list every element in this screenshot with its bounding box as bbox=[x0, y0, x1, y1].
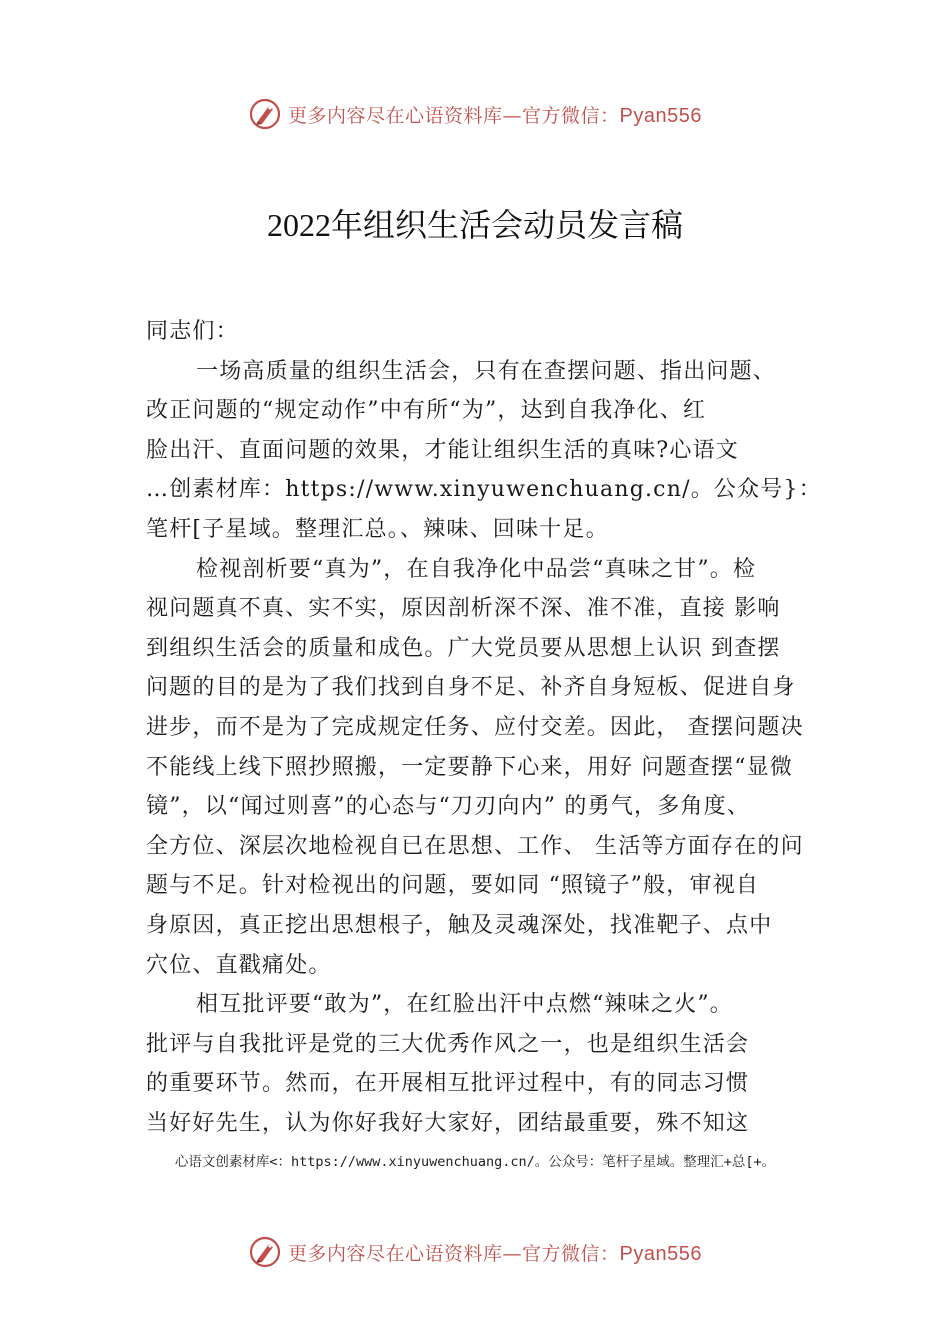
paragraph-line: 检视剖析要“真为”，在自我净化中品尝“真味之甘”。检 bbox=[196, 556, 757, 582]
paragraph-line: 笔杆[子星域。整理汇总。、辣味、回味十足。 bbox=[146, 516, 609, 542]
header-banner bbox=[0, 94, 950, 134]
wechat-id: Pyan556 bbox=[619, 104, 702, 127]
paragraph-line: 题与不足。针对检视出的问题，要如同 “照镜子”般，审视自 bbox=[146, 873, 760, 899]
pen-nib-logo-icon bbox=[248, 97, 282, 131]
paragraph-line: 不能线上线下照抄照搬，一定要静下心来，用好 问题查摆“显微 bbox=[146, 754, 794, 780]
wechat-id: Pyan556 bbox=[619, 1242, 702, 1265]
paragraph-line: 身原因，真正挖出思想根子，触及灵魂深处，找准靶子、点中 bbox=[146, 912, 773, 938]
paragraph-line: 穴位、直戳痛处。 bbox=[146, 952, 332, 978]
pen-nib-logo-icon bbox=[248, 1235, 282, 1269]
paragraph-line: 当好好先生，认为你好我好大家好，团结最重要，殊不知这 bbox=[146, 1110, 750, 1136]
paragraph-line: 的重要环节。然而，在开展相互批评过程中，有的同志习惯 bbox=[146, 1071, 750, 1097]
banner-text: 更多内容尽在心语资料库—官方微信：Pyan556 bbox=[288, 1242, 702, 1265]
footer-banner bbox=[0, 1232, 950, 1272]
paragraph-line: 批评与自我批评是党的三大优秀作风之一，也是组织生活会 bbox=[146, 1031, 750, 1057]
paragraph-line: …创素材库：https://www.xinyuwenchuang.cn/。公众号}： bbox=[146, 477, 822, 503]
paragraph-line: 脸出汗、直面问题的效果，才能让组织生活的真味?心语文 bbox=[146, 437, 739, 463]
paragraph-line: 镜”，以“闻过则喜”的心态与“刀刃向内” 的勇气，多角度、 bbox=[146, 794, 751, 820]
paragraph-line: 问题的目的是为了我们找到自身不足、补齐自身短板、促进自身 bbox=[146, 675, 796, 701]
paragraph-line: 改正问题的“规定动作”中有所“为”，达到自我净化、红 bbox=[146, 398, 707, 424]
salutation-line: 同志们： bbox=[146, 319, 239, 344]
paragraph-line: 一场高质量的组织生活会，只有在查摆问题、指出问题、 bbox=[196, 358, 777, 384]
paragraph-line: 视问题真不真、实不实，原因剖析深不深、准不准，直接 影响 bbox=[146, 596, 781, 622]
footer-note: 心语文创素材库<：https://www.xinyuwenchuang.cn/。公众号：笔杆子星域。整理汇+总[+。 bbox=[174, 1154, 776, 1170]
paragraph-line: 到组织生活会的质量和成色。广大党员要从思想上认识 到查摆 bbox=[146, 635, 781, 661]
document-body bbox=[146, 312, 836, 1143]
banner-text: 更多内容尽在心语资料库—官方微信：Pyan556 bbox=[288, 104, 702, 127]
paragraph-line: 相互批评要“敢为”，在红脸出汗中点燃“辣味之火”。 bbox=[196, 992, 733, 1018]
paragraph-line: 全方位、深层次地检视自已在思想、工作、 生活等方面存在的问 bbox=[146, 833, 804, 859]
document-title: 2022年组织生活会动员发言稿 bbox=[266, 207, 683, 243]
paragraph-line: 进步，而不是为了完成规定任务、应付交差。因此， 查摆问题决 bbox=[146, 714, 804, 740]
